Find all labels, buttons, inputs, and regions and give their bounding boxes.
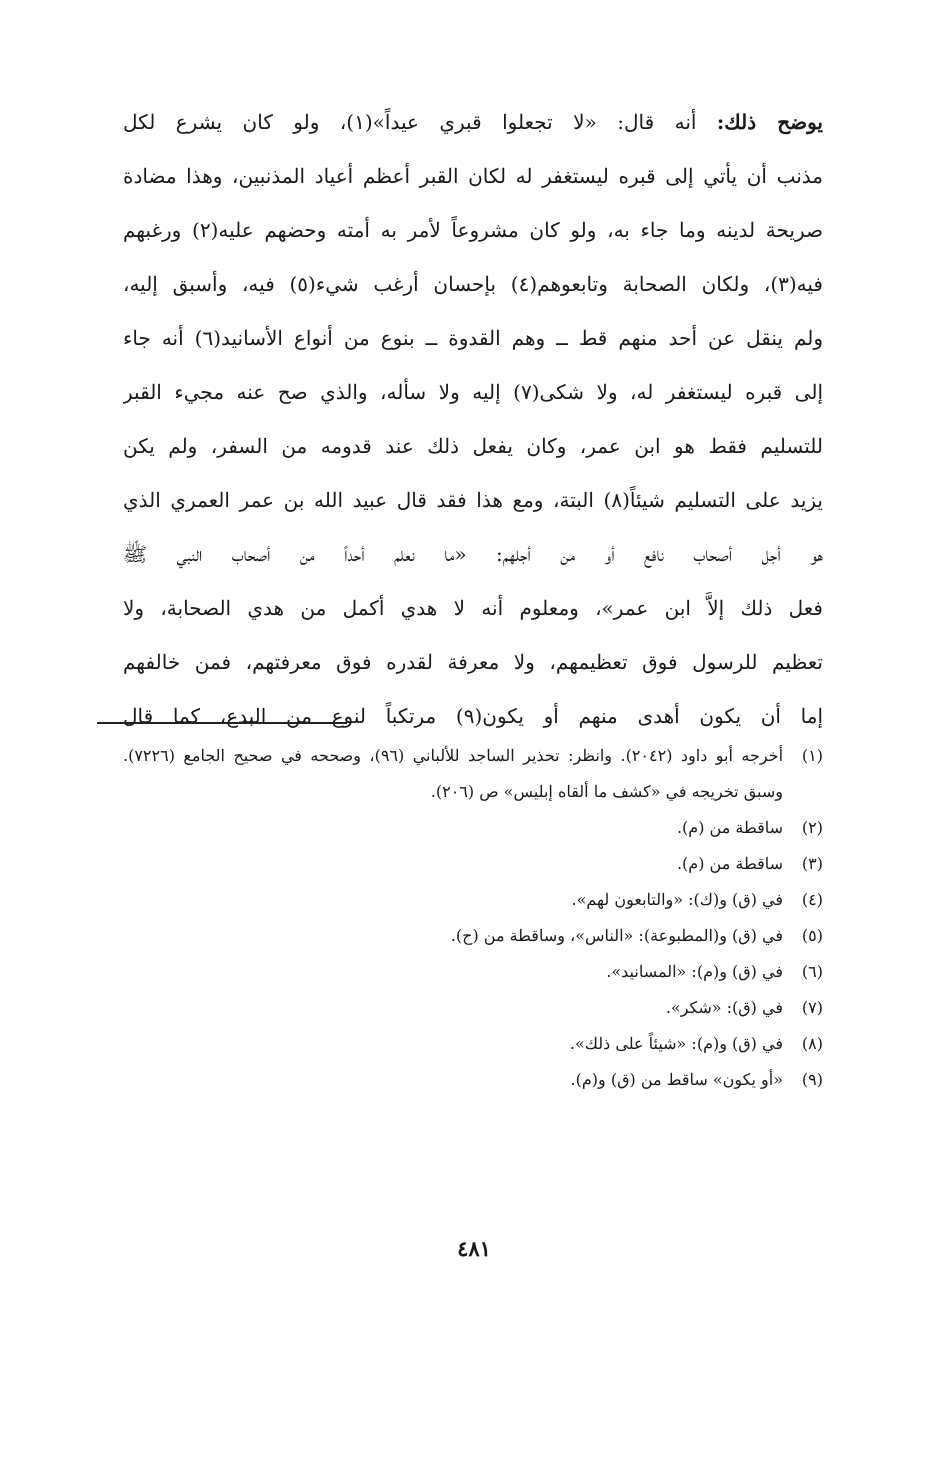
footnote-item: [123, 1062, 823, 1098]
text-line: [123, 95, 823, 149]
footnote-item: [123, 990, 823, 1026]
page-number: ٤٨١: [457, 1236, 491, 1261]
footnote-number: (٨): [801, 1034, 823, 1053]
lead-phrase: يوضح ذلك:: [716, 110, 823, 134]
text-line: [123, 365, 823, 419]
footnote-number: (٥): [801, 926, 823, 945]
line-text: أنه قال: «لا تجعلوا قبري عيداً»(١)، ولو كان يشرع لكل: [123, 110, 717, 134]
line-text: إلى قبره ليستغفر له، ولا شكى(٧) إليه ولا سأله، والذي صح عنه مجيء القبر: [123, 380, 823, 404]
footnote-text: «أو يكون» ساقط من (ق) و(م).: [570, 1070, 783, 1089]
text-line: [123, 149, 823, 203]
line-text: فعل ذلك إلاَّ ابن عمر»، ومعلوم أنه لا هدي أكمل من هدي الصحابة، ولا: [123, 596, 823, 620]
footnote-text: في (ق): «شكر».: [665, 998, 783, 1017]
text-line: [123, 311, 823, 365]
text-line: [123, 257, 823, 311]
footnote-item: [123, 918, 823, 954]
line-text: فيه(٣)، ولكان الصحابة وتابعوهم(٤) بإحسان أرغب شيء(٥) فيه، وأسبق إليه،: [123, 272, 823, 296]
footnote-number: (٣): [801, 854, 823, 873]
footnote-number: (٦): [801, 962, 823, 981]
text-line: [123, 419, 823, 473]
line-text: يزيد على التسليم شيئاً(٨) البتة، ومع هذا فقد قال عبيد الله بن عمر العمري الذي: [123, 488, 823, 512]
text-line: [123, 473, 823, 527]
footnote-item: [123, 738, 823, 810]
footnote-divider: [97, 722, 347, 724]
footnote-item: [123, 1026, 823, 1062]
footnote-item: [123, 954, 823, 990]
line-text: صريحة لدينه وما جاء به، ولو كان مشروعاً لأمر به أمته وحضهم عليه(٢) ورغبهم: [123, 218, 823, 242]
footnote-number: (١): [801, 746, 823, 765]
line-text: ولم ينقل عن أحد منهم قط ــ وهم القدوة ــ بنوع من أنواع الأسانيد(٦) أنه جاء: [123, 326, 823, 350]
footnote-text: في (ق) و(م): «المسانيد».: [606, 962, 783, 981]
footnote-item: [123, 882, 823, 918]
footnote-number: (٢): [801, 818, 823, 837]
line-text: مذنب أن يأتي إلى قبره ليستغفر له لكان القبر أعظم أعياد المذنبين، وهذا مضادة: [123, 164, 823, 188]
footnote-text: ساقطة من (م).: [676, 854, 783, 873]
footnote-number: (٩): [801, 1070, 823, 1089]
text-line: [123, 527, 823, 581]
footnote-item: [123, 846, 823, 882]
footnote-text: في (ق) و(م): «شيئاً على ذلك».: [569, 1034, 783, 1053]
line-text: إما أن يكون أهدى منهم أو يكون(٩) مرتكباً لنوع من البدع، كما قال: [123, 704, 823, 728]
line-text: تعظيم للرسول فوق تعظيمهم، ولا معرفة لقدره فوق معرفتهم، فمن خالفهم: [123, 650, 823, 674]
footnote-text: في (ق) و(ك): «والتابعون لهم».: [571, 890, 783, 909]
footnote-number: (٤): [801, 890, 823, 909]
main-text-block: [123, 95, 823, 743]
footnote-number: (٧): [801, 998, 823, 1017]
line-text: هو أجل أصحاب نافع أو من أجلهم: «ما نعلم أحداً من أصحاب النبي ﷺ: [123, 542, 823, 566]
text-line: [123, 203, 823, 257]
text-line: [123, 689, 823, 743]
footnotes: [123, 738, 823, 1098]
line-text: للتسليم فقط هو ابن عمر، وكان يفعل ذلك عند قدومه من السفر، ولم يكن: [123, 434, 823, 458]
footnote-text: أخرجه أبو داود (٢٠٤٢). وانظر: تحذير الساجد للألباني (٩٦)، وصححه في صحيح الجامع (٧٢٢٦). وسبق تخريجه في «كشف ما ألقاه إبليس» ص (٢٠٦).: [123, 746, 784, 801]
footnote-text: في (ق) و(المطبوعة): «الناس»، وساقطة من (ح).: [450, 926, 783, 945]
footnote-item: [123, 810, 823, 846]
text-line: [123, 635, 823, 689]
footnote-text: ساقطة من (م).: [676, 818, 783, 837]
text-line: [123, 581, 823, 635]
